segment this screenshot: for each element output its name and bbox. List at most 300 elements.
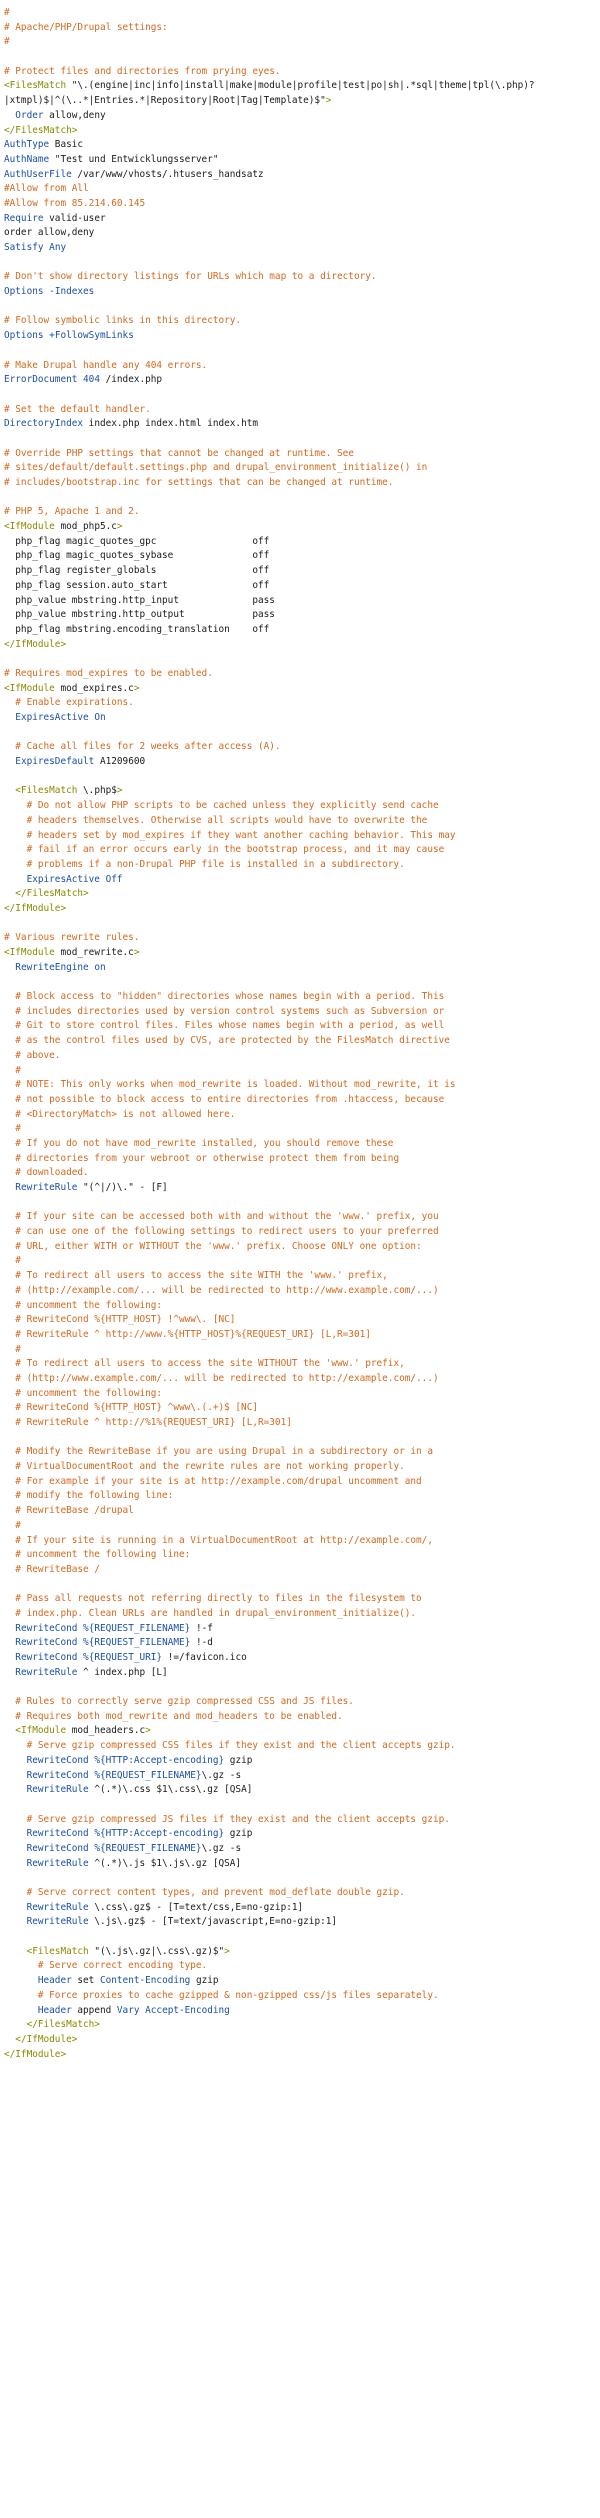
code-token-text: /var/www/vhosts/.htusers_handsatz [71, 168, 264, 180]
code-line [4, 2048, 596, 2063]
code-token-comment: # To redirect all users to access the site WITHOUT the 'www.' prefix, [4, 1358, 405, 1370]
code-token-text [4, 756, 15, 767]
code-line [4, 1445, 596, 1460]
code-line [4, 491, 596, 506]
code-token-comment: # RewriteRule ^ http://www.%{HTTP_HOST}%{REQUEST_URI} [L,R=301] [4, 1328, 371, 1340]
code-token-comment: #Allow from All [4, 183, 89, 195]
code-token-text [4, 874, 27, 885]
code-line [4, 1489, 596, 1504]
code-token-comment: # Enable expirations. [4, 697, 134, 709]
code-token-tag: <IfModule [4, 682, 55, 694]
code-token-comment: # Various rewrite rules. [4, 932, 140, 944]
code-line [4, 579, 596, 594]
code-token-directive: RewriteEngine [15, 961, 89, 973]
code-line [4, 2033, 596, 2048]
code-token-comment: # not possible to block access to entire directories from .htaccess, because [4, 1093, 445, 1105]
code-line [4, 520, 596, 535]
code-line [4, 21, 596, 36]
code-token-text: \.php$ [77, 785, 117, 797]
code-token-text: php_flag magic_quotes_sybase off [4, 550, 270, 562]
code-line [4, 1387, 596, 1402]
code-token-text: \.css\.gz$ - [T=text/css,E=no-gzip:1] [88, 1901, 304, 1913]
code-token-text: \.gz -s [201, 1769, 242, 1781]
code-token-directive: RewriteRule [26, 1857, 89, 1869]
code-token-text [4, 1623, 15, 1634]
code-token-directive: %{REQUEST_FILENAME} [94, 1842, 202, 1854]
code-token-comment: # headers set by mod_expires if they want another caching behavior. This may [4, 829, 456, 841]
code-token-directive: Header [37, 1975, 72, 1987]
code-token-text: \.gz -s [201, 1842, 242, 1854]
code-line [4, 623, 596, 638]
code-token-text: php_value mbstring.http_output pass [4, 609, 275, 621]
code-token-tag: > [133, 682, 140, 694]
code-line [4, 1592, 596, 1607]
code-token-text [4, 1667, 15, 1678]
code-line [4, 1607, 596, 1622]
code-token-text: gzip [224, 1828, 253, 1840]
code-token-comment: # index.php. Clean URLs are handled in drupal_environment_initialize(). [4, 1607, 417, 1619]
code-line [4, 94, 596, 109]
code-line [4, 1460, 596, 1475]
code-line [4, 784, 596, 799]
code-line [4, 931, 596, 946]
code-line [4, 447, 596, 462]
code-line [4, 1005, 596, 1020]
code-token-tag: <FilesMatch [15, 785, 78, 797]
code-line [4, 1666, 596, 1681]
code-line [4, 917, 596, 932]
code-token-directive: Header [37, 2004, 72, 2016]
code-token-text: !=/favicon.ico [162, 1652, 247, 1663]
code-line [4, 270, 596, 285]
code-token-comment: # Set the default handler. [4, 403, 151, 415]
code-line [4, 1122, 596, 1137]
code-line [4, 740, 596, 755]
code-token-text: /index.php [99, 374, 163, 386]
code-token-text: ^(.*)\.css $1\.css\.gz [QSA] [88, 1784, 253, 1796]
code-token-text [4, 1843, 27, 1854]
code-token-text [4, 1725, 15, 1736]
code-token-comment: # RewriteRule ^ http://%1%{REQUEST_URI} [L,R=301] [4, 1417, 292, 1428]
code-token-text: !-d [190, 1637, 213, 1649]
code-token-text: php_value mbstring.http_input pass [4, 594, 275, 606]
code-token-directive: 404 [83, 374, 100, 386]
code-token-directive: ExpiresActive [26, 873, 100, 885]
code-line [4, 1783, 596, 1798]
code-token-directive: Satisfy [4, 242, 44, 253]
code-token-tag: </FilesMatch> [4, 124, 78, 136]
code-line [4, 1901, 596, 1916]
code-line [4, 1842, 596, 1857]
code-token-directive: Accept-Encoding [145, 2004, 230, 2016]
code-token-text: allow,deny [43, 109, 106, 121]
code-token-comment: # above. [4, 1049, 61, 1061]
code-line [4, 1754, 596, 1769]
code-token-directive: ErrorDocument [4, 374, 78, 386]
code-token-text: php_flag magic_quotes_gpc off [4, 535, 270, 547]
code-line [4, 696, 596, 711]
code-token-tag: </IfModule> [4, 902, 67, 914]
code-token-directive: %{REQUEST_FILENAME} [83, 1637, 191, 1649]
code-token-comment: # uncomment the following: [4, 1387, 163, 1399]
code-token-comment: # [4, 1343, 21, 1355]
code-line [4, 711, 596, 726]
code-line [4, 1622, 596, 1637]
code-token-directive: Content-Encoding [99, 1975, 191, 1987]
code-token-text [4, 1946, 27, 1957]
code-token-directive: %{REQUEST_FILENAME} [83, 1622, 191, 1634]
code-token-comment: # To redirect all users to access the site WITH the 'www.' prefix, [4, 1270, 388, 1282]
code-token-text: gzip [224, 1754, 253, 1766]
code-token-comment: # Git to store control files. Files whose names begin with a period, as well [4, 1020, 445, 1032]
code-token-comment: # [4, 1123, 21, 1135]
code-token-directive: %{HTTP:Accept-encoding} [94, 1754, 225, 1766]
code-line [4, 1519, 596, 1534]
code-token-text: |xtmpl)$|^(\..*|Entries.*|Repository|Root|Tag|Template)$" [4, 95, 326, 107]
code-token-text: "(\.js\.gz|\.css\.gz)$" [88, 1945, 225, 1957]
code-line [4, 1563, 596, 1578]
code-token-directive: %{REQUEST_URI} [83, 1652, 163, 1663]
code-line [4, 1210, 596, 1225]
code-token-comment: # [4, 1519, 21, 1531]
code-line [4, 1284, 596, 1299]
code-token-tag: <FilesMatch [4, 80, 67, 92]
code-line [4, 1959, 596, 1974]
code-token-comment: # Don't show directory listings for URLs which map to a directory. [4, 271, 377, 283]
code-token-text: set [71, 1975, 100, 1987]
code-line [4, 975, 596, 990]
code-line [4, 241, 596, 256]
code-token-directive: RewriteCond [26, 1828, 89, 1840]
code-line [4, 403, 596, 418]
code-line [4, 182, 596, 197]
code-token-text [4, 1182, 15, 1193]
code-line [4, 1299, 596, 1314]
code-token-tag: > [116, 785, 123, 797]
code-token-comment: # uncomment the following: [4, 1299, 163, 1311]
code-token-comment: # VirtualDocumentRoot and the rewrite rules are not working properly. [4, 1461, 405, 1473]
code-line [4, 1240, 596, 1255]
code-token-comment: # downloaded. [4, 1167, 89, 1179]
code-line [4, 1152, 596, 1167]
code-token-text [4, 962, 15, 973]
code-line [4, 344, 596, 359]
code-token-directive: Vary [116, 2004, 140, 2016]
code-line [4, 1357, 596, 1372]
code-token-directive: Require [4, 212, 44, 224]
code-token-text [4, 2019, 27, 2030]
code-token-directive: On [94, 712, 106, 723]
code-token-directive: RewriteCond [26, 1754, 89, 1766]
code-line [4, 726, 596, 741]
code-line [4, 1915, 596, 1930]
code-token-text [4, 1784, 27, 1795]
code-token-directive: +FollowSymLinks [49, 330, 134, 342]
code-token-text: mod_rewrite.c [54, 947, 134, 958]
code-token-comment: # (http://example.com/... will be redirected to http://www.example.com/...) [4, 1284, 439, 1296]
code-line [4, 1078, 596, 1093]
code-line [4, 2004, 596, 2019]
code-line [4, 564, 596, 579]
code-token-comment: # Force proxies to cache gzipped & non-gzipped css/js files separately. [4, 1989, 439, 2001]
code-token-text: ^ index.php [L] [77, 1666, 168, 1678]
code-token-comment: #Allow from 85.214.60.145 [4, 197, 146, 209]
code-token-comment: # headers themselves. Otherwise all scripts would have to overwrite the [4, 814, 428, 826]
code-line [4, 1034, 596, 1049]
code-line [4, 1813, 596, 1828]
code-token-comment: # Serve correct encoding type. [4, 1960, 208, 1972]
code-token-text: "(^|/)\." - [F] [77, 1182, 168, 1193]
code-line [4, 6, 596, 21]
code-token-comment: # URL, either WITH or WITHOUT the 'www.' prefix. Choose ONLY one option: [4, 1240, 422, 1252]
code-line [4, 168, 596, 183]
code-token-comment: # If your site is running in a VirtualDocumentRoot at http://example.com/, [4, 1534, 433, 1546]
code-line [4, 50, 596, 65]
code-line [4, 476, 596, 491]
code-token-comment: # [4, 1064, 21, 1076]
code-token-comment: # Pass all requests not referring directly to files in the filesystem to [4, 1593, 422, 1605]
code-token-directive: RewriteRule [26, 1784, 89, 1796]
code-line [4, 79, 596, 94]
code-token-comment: # Requires mod_expires to be enabled. [4, 667, 213, 679]
code-token-text: index.php index.html index.htm [83, 418, 259, 430]
code-token-directive: RewriteRule [26, 1901, 89, 1913]
code-line [4, 1857, 596, 1872]
code-token-text [4, 1770, 27, 1781]
code-line [4, 1049, 596, 1064]
code-token-tag: > [145, 1725, 151, 1737]
code-token-comment: # Serve correct content types, and prevent mod_deflate double gzip. [4, 1887, 405, 1898]
code-token-comment: # RewriteCond %{HTTP_HOST} ^www\.(.+)$ [NC] [4, 1402, 258, 1414]
code-token-comment: # Serve gzip compressed CSS files if they exist and the client accepts gzip. [4, 1740, 456, 1752]
code-line [4, 461, 596, 476]
code-token-text [4, 1652, 15, 1663]
code-line [4, 873, 596, 888]
code-token-comment: # Apache/PHP/Drupal settings: [4, 21, 168, 33]
code-token-text: order allow,deny [4, 227, 95, 239]
code-token-text: php_flag session.auto_start off [4, 579, 270, 591]
code-line [4, 843, 596, 858]
code-token-text [4, 1637, 15, 1648]
code-line [4, 432, 596, 447]
code-line [4, 770, 596, 785]
code-line [4, 1343, 596, 1358]
code-line [4, 212, 596, 227]
code-token-comment: # For example if your site is at http://example.com/drupal uncomment and [4, 1475, 422, 1487]
code-token-comment: # [4, 1255, 21, 1267]
code-token-text: "Test und Entwicklungsserver" [49, 153, 219, 165]
code-token-directive: Order [15, 109, 44, 121]
code-token-comment: # can use one of the following settings to redirect users to your preferred [4, 1226, 439, 1238]
code-line [4, 1181, 596, 1196]
code-token-text: A1209600 [94, 756, 146, 768]
code-token-directive: Off [105, 873, 123, 885]
code-token-directive: RewriteCond [26, 1769, 89, 1781]
code-token-comment: # modify the following line: [4, 1490, 174, 1502]
code-line [4, 153, 596, 168]
code-token-comment: # Serve gzip compressed JS files if they exist and the client accepts gzip. [4, 1813, 450, 1825]
code-line [4, 652, 596, 667]
code-line [4, 65, 596, 80]
code-token-text: "\.(engine|inc|info|install|make|module|profile|test|po|sh|.*sql|theme|tpl(\.php)? [66, 80, 535, 92]
code-token-tag: </FilesMatch> [15, 888, 89, 900]
code-token-comment: # fail if an error occurs early in the bootstrap process, and it may cause [4, 844, 445, 856]
code-line [4, 961, 596, 976]
code-token-comment: # directories from your webroot or otherwise protect them from being [4, 1152, 400, 1164]
code-line [4, 1313, 596, 1328]
code-token-comment: # Requires both mod_rewrite and mod_headers to be enabled. [4, 1710, 343, 1722]
code-line [4, 109, 596, 124]
code-token-comment: # Modify the RewriteBase if you are using Drupal in a subdirectory or in a [4, 1446, 433, 1458]
code-line [4, 608, 596, 623]
code-token-comment: # sites/default/default.settings.php and drupal_environment_initialize() in [4, 462, 428, 474]
code-line [4, 1945, 596, 1960]
code-line [4, 1769, 596, 1784]
code-line [4, 1254, 596, 1269]
code-token-directive: RewriteCond [26, 1842, 89, 1854]
code-token-text [4, 785, 15, 796]
code-token-comment: # includes directories used by version control systems such as Subversion or [4, 1005, 445, 1017]
code-line [4, 1989, 596, 2004]
code-token-comment: # Make Drupal handle any 404 errors. [4, 359, 208, 371]
code-token-tag: <IfModule [4, 521, 55, 533]
code-line [4, 887, 596, 902]
code-token-comment: # includes/bootstrap.inc for settings that can be changed at runtime. [4, 477, 394, 488]
code-line [4, 1108, 596, 1123]
code-line [4, 329, 596, 344]
code-line [4, 300, 596, 315]
code-line [4, 1328, 596, 1343]
code-line [4, 858, 596, 873]
code-token-text: Basic [49, 139, 84, 151]
code-token-directive: %{REQUEST_FILENAME} [94, 1769, 202, 1781]
code-line [4, 2018, 596, 2033]
code-token-text [4, 1975, 38, 1986]
code-token-comment: # [4, 36, 10, 48]
code-token-directive: on [94, 961, 106, 973]
code-token-comment: # uncomment the following line: [4, 1549, 191, 1561]
code-line [4, 1166, 596, 1181]
code-line [4, 1680, 596, 1695]
code-token-directive: RewriteCond [15, 1652, 78, 1663]
code-line [4, 549, 596, 564]
code-token-tag: <IfModule [15, 1725, 67, 1737]
code-token-directive: %{HTTP:Accept-encoding} [94, 1828, 225, 1840]
code-line [4, 1548, 596, 1563]
code-token-directive: AuthType [4, 139, 50, 151]
code-line [4, 1372, 596, 1387]
code-token-text: ^(.*)\.js $1\.js\.gz [QSA] [88, 1857, 242, 1869]
code-line [4, 388, 596, 403]
code-token-directive: ExpiresDefault [15, 756, 95, 768]
code-token-directive: AuthUserFile [4, 168, 72, 180]
code-line [4, 1636, 596, 1651]
code-line [4, 256, 596, 271]
code-token-text [4, 110, 15, 121]
code-token-text [4, 1902, 27, 1913]
code-line [4, 1416, 596, 1431]
code-token-comment: # RewriteBase /drupal [4, 1505, 134, 1517]
code-line [4, 124, 596, 139]
code-token-tag: </IfModule> [15, 2033, 78, 2045]
code-line [4, 594, 596, 609]
code-token-directive: DirectoryIndex [4, 418, 84, 430]
code-token-comment: # Block access to "hidden" directories whose names begin with a period. This [4, 991, 445, 1003]
code-line [4, 1578, 596, 1593]
code-token-text: !-f [190, 1622, 213, 1634]
code-token-comment: # Rules to correctly serve gzip compressed CSS and JS files. [4, 1696, 354, 1708]
code-token-comment: # Follow symbolic links in this directory. [4, 315, 242, 327]
code-token-text [4, 2005, 38, 2016]
code-token-text [4, 1858, 27, 1869]
code-line [4, 1019, 596, 1034]
code-line [4, 1827, 596, 1842]
code-line [4, 829, 596, 844]
code-line [4, 1269, 596, 1284]
code-token-text: mod_php5.c [54, 521, 117, 533]
code-line [4, 1064, 596, 1079]
code-line [4, 1534, 596, 1549]
code-line [4, 1137, 596, 1152]
code-line [4, 314, 596, 329]
code-token-comment: # Do not allow PHP scripts to be cached unless they explicitly send cache [4, 800, 439, 812]
code-line [4, 1196, 596, 1211]
code-token-comment: # problems if a non-Drupal PHP file is installed in a subdirectory. [4, 858, 405, 870]
code-token-comment: # Protect files and directories from prying eyes. [4, 65, 281, 77]
code-line [4, 1504, 596, 1519]
code-line [4, 1093, 596, 1108]
code-token-directive: RewriteRule [15, 1666, 78, 1678]
code-token-directive: RewriteRule [26, 1916, 89, 1928]
code-token-directive: Options [4, 286, 44, 298]
code-line [4, 285, 596, 300]
code-line [4, 1225, 596, 1240]
code-token-directive: RewriteCond [15, 1622, 78, 1634]
code-token-text [4, 2034, 15, 2045]
code-line [4, 1401, 596, 1416]
code-token-comment: # RewriteBase / [4, 1563, 100, 1575]
code-line [4, 226, 596, 241]
code-line [4, 1930, 596, 1945]
code-token-comment: # If your site can be accessed both with and without the 'www.' prefix, you [4, 1211, 439, 1223]
code-line [4, 990, 596, 1005]
code-token-comment: # <DirectoryMatch> is not allowed here. [4, 1108, 236, 1120]
code-line [4, 1871, 596, 1886]
code-token-directive: Options [4, 330, 44, 342]
code-line [4, 359, 596, 374]
code-line [4, 505, 596, 520]
code-token-tag: > [133, 947, 140, 958]
code-token-text [4, 712, 15, 723]
code-line [4, 1710, 596, 1725]
code-line [4, 138, 596, 153]
code-token-text: mod_headers.c [66, 1725, 146, 1737]
code-line [4, 35, 596, 50]
code-token-comment: # (http://www.example.com/... will be redirected to http://example.com/...) [4, 1372, 439, 1384]
code-line [4, 755, 596, 770]
code-line [4, 1974, 596, 1989]
code-token-comment: # Cache all files for 2 weeks after access (A). [4, 741, 281, 753]
code-line [4, 1739, 596, 1754]
code-token-text: php_flag mbstring.encoding_translation off [4, 623, 270, 635]
code-token-text: gzip [190, 1975, 219, 1987]
code-line [4, 1431, 596, 1446]
code-token-comment: # [4, 7, 10, 18]
code-token-tag: </FilesMatch> [26, 2019, 100, 2031]
code-line [4, 535, 596, 550]
code-token-text [4, 1828, 27, 1839]
code-line [4, 682, 596, 697]
